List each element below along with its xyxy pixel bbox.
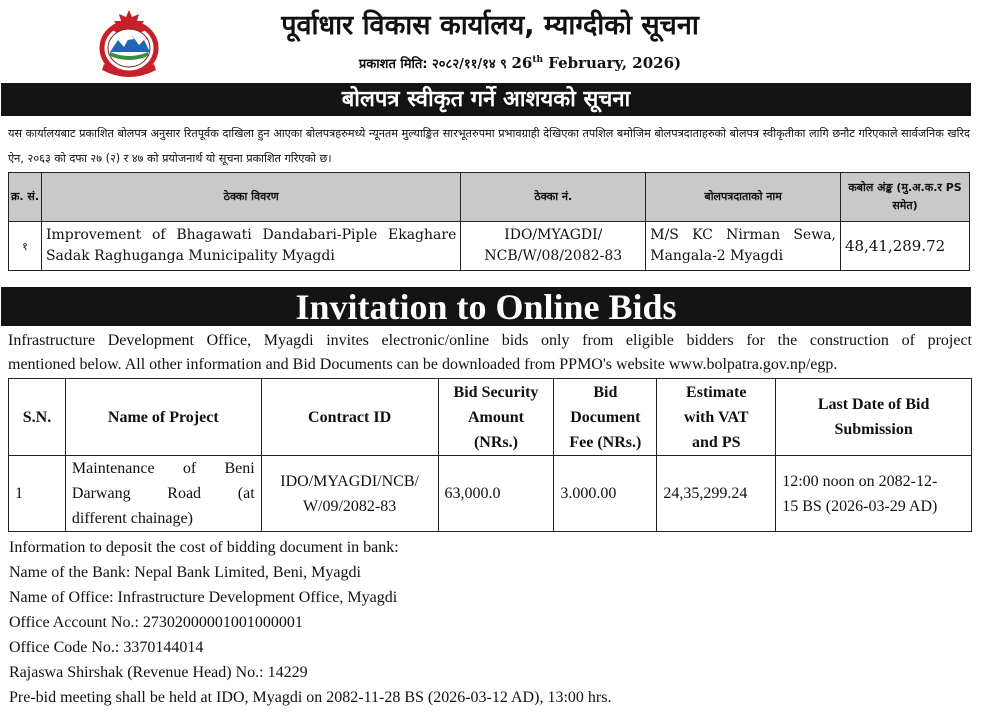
- government-emblem-icon: [96, 8, 162, 82]
- table-header-row: [9, 173, 970, 222]
- publication-date-label: प्रकाशत मिति: २०८२/११/१४ ९: [358, 57, 507, 72]
- bid-invitation-table: [8, 378, 972, 532]
- cell-estimate: 24,35,299.24: [657, 456, 776, 532]
- publication-day: 26: [511, 54, 533, 72]
- cell-bid-security: 63,000.0: [438, 456, 554, 532]
- cell-sn: १: [9, 222, 42, 271]
- last-date-line2: 15 BS (2026-03-29 AD): [782, 497, 938, 515]
- document-fee-header-line1: Bid: [593, 383, 618, 401]
- estimate-header-line2: with VAT: [684, 408, 749, 426]
- contract-id-line2: W/09/2082-83: [302, 497, 397, 515]
- cell-sn: 1: [9, 456, 66, 532]
- pre-bid-meeting: Pre-bid meeting shall be held at IDO, Myagdi on 2082-11-28 BS (2026-03-12 AD), 13:00 hrs.: [9, 689, 612, 706]
- office-name: Name of Office: Infrastructure Development Office, Myagdi: [9, 589, 398, 606]
- revenue-head-no: Rajaswa Shirshak (Revenue Head) No.: 14229: [9, 664, 308, 681]
- bid-security-header-line1: Bid Security: [453, 383, 539, 401]
- online-bids-paragraph: [8, 329, 972, 377]
- col-header-sn: S.N.: [9, 379, 66, 456]
- intent-notice-banner: बोलपत्र स्वीकृत गर्ने आशयको सूचना: [1, 83, 971, 116]
- col-header-sn: क्र. सं.: [9, 173, 42, 222]
- table-row: [9, 456, 972, 532]
- last-date-header-line2: Submission: [834, 421, 913, 438]
- bid-security-header-line2: Amount: [467, 408, 524, 426]
- project-name-line1: Maintenance of Beni: [71, 460, 255, 477]
- cell-contract-no: [461, 222, 646, 271]
- estimate-header-line3: and PS: [692, 433, 741, 451]
- cell-bidder: M/S KC Nirman Sewa, Mangala-2 Myagdi: [646, 222, 841, 271]
- publication-date: [300, 49, 740, 76]
- online-bids-banner: Invitation to Online Bids: [1, 287, 971, 326]
- contract-no-line1: IDO/MYAGDI/: [504, 227, 603, 243]
- col-header-estimate: [657, 379, 776, 456]
- project-name-line3: different chainage): [71, 510, 193, 527]
- document-fee-header-line3: Fee (NRs.): [569, 433, 642, 451]
- bank-info-heading: Information to deposit the cost of bidding document in bank:: [9, 539, 399, 556]
- contract-no-line2: NCB/W/08/2082-83: [484, 248, 623, 264]
- col-header-description: ठेक्का विवरण: [41, 173, 460, 222]
- online-bids-paragraph-line2: mentioned below. All other information and Bid Documents can be downloaded from PPMO's website www.bolpatra.gov.np/egp.: [8, 356, 838, 373]
- document-fee-header-line2: Document: [570, 408, 641, 426]
- estimate-header-line1: Estimate: [686, 383, 747, 401]
- cell-description: Improvement of Bhagawati Dandabari-Piple Ekaghare Sadak Raghuganga Municipality Myagdi: [41, 222, 460, 271]
- last-date-header-line1: Last Date of Bid: [817, 396, 930, 413]
- cell-project-name: [65, 456, 261, 532]
- intent-notice-paragraph: यस कार्यालयबाट प्रकाशित बोलपत्र अनुसार रितपूर्वक दाखिला हुन आएका बोलपत्रहरुमध्ये न्यूनतम मुल्याङ्कित सारभूतरुपमा प्रभावग्राही देखिएका तपशिल बमोजिम बोलपत्रदाताहरुको बोलपत्र स्वीकृतीका लागि छनौट गरिएकाले सार्वजनिक खरिद ऐन, २०६३ को दफा २७ (२) र ४७ को प्रयोजनार्थ यो सूचना प्रकाशित गरिएको छ।: [8, 127, 970, 165]
- bank-info-block: [9, 535, 969, 710]
- col-header-last-date: [776, 379, 972, 456]
- col-header-document-fee: [554, 379, 657, 456]
- contract-id-line1: IDO/MYAGDI/NCB/: [280, 472, 419, 490]
- col-header-contract-no: ठेक्का नं.: [461, 173, 646, 222]
- publication-day-suffix: th: [532, 55, 544, 65]
- col-header-bidder: बोलपत्रदाताको नाम: [646, 173, 841, 222]
- publication-month-year: February, 2026): [548, 54, 682, 72]
- project-name-line2: Darwang Road (at: [71, 485, 255, 502]
- table-header-row: [9, 379, 972, 456]
- col-header-bid-security: [438, 379, 554, 456]
- office-account-no: Office Account No.: 27302000001001000001: [9, 614, 303, 631]
- col-header-amount: कबोल अंङ्क (मु.अ.क.र PS समेत): [841, 173, 970, 222]
- cell-document-fee: 3.000.00: [554, 456, 657, 532]
- cell-last-date: [776, 456, 972, 532]
- bid-security-header-line3: (NRs.): [473, 433, 518, 451]
- last-date-line1: 12:00 noon on 2082-12-: [782, 472, 938, 490]
- bank-name: Name of the Bank: Nepal Bank Limited, Beni, Myagdi: [9, 564, 361, 581]
- cell-amount: 48,41,289.72: [841, 222, 970, 271]
- office-code-no: Office Code No.: 3370144014: [9, 639, 204, 656]
- office-title: पूर्वाधार विकास कार्यालय, म्याग्दीको सूचना: [281, 10, 699, 41]
- bid-acceptance-table: [8, 172, 970, 271]
- col-header-contract-id: Contract ID: [261, 379, 438, 456]
- cell-contract-id: [261, 456, 438, 532]
- col-header-project-name: Name of Project: [65, 379, 261, 456]
- table-row: [9, 222, 970, 271]
- online-bids-paragraph-line1: Infrastructure Development Office, Myagdi invites electronic/online bids only from eligible bidders for the construction of project: [8, 332, 972, 349]
